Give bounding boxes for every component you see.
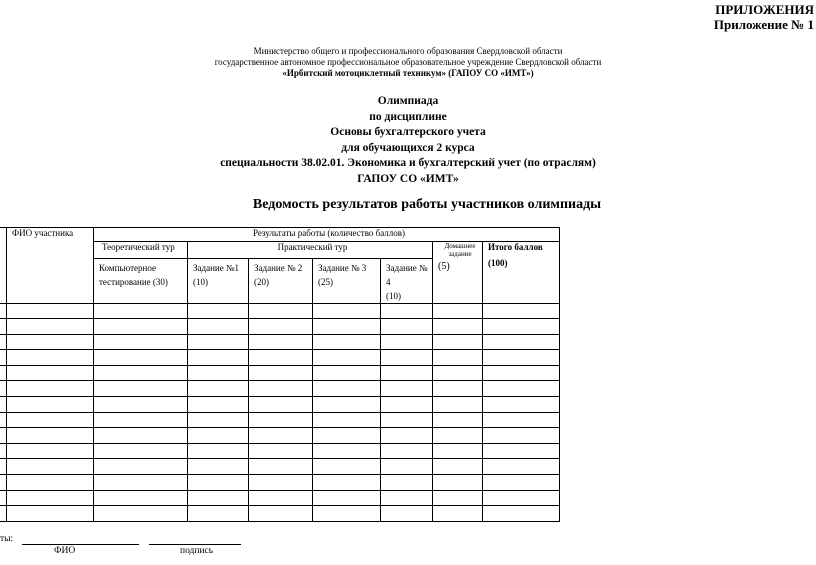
table-cell xyxy=(381,506,433,522)
table-row xyxy=(0,319,560,335)
table-cell xyxy=(433,319,483,335)
table-cell xyxy=(249,303,313,319)
table-cell xyxy=(433,475,483,491)
fio-line xyxy=(22,544,139,545)
table-cell xyxy=(249,412,313,428)
computer-testing-cell: Компьютерное тестирование (30) xyxy=(94,258,188,303)
task3-cell: Задание № 3 (25) xyxy=(313,258,381,303)
signature-label: подпись xyxy=(180,546,214,556)
table-cell xyxy=(249,334,313,350)
appendix-header xyxy=(714,2,814,32)
col-participant-name: ФИО участника xyxy=(7,228,94,242)
table-cell xyxy=(313,334,381,350)
table-cell xyxy=(188,381,249,397)
table-cell xyxy=(313,350,381,366)
table-row xyxy=(0,350,560,366)
table-cell xyxy=(483,303,560,319)
table-row xyxy=(0,365,560,381)
table-cell xyxy=(94,334,188,350)
table-cell xyxy=(188,350,249,366)
table-cell xyxy=(7,365,94,381)
appendix-number: Приложение № 1 xyxy=(713,17,814,32)
table-cell xyxy=(433,459,483,475)
olympiad-line-2: по дисциплине xyxy=(369,110,447,123)
table-row xyxy=(0,475,560,491)
table-cell xyxy=(313,459,381,475)
col-total: Итого баллов xyxy=(483,242,560,259)
table-cell xyxy=(7,350,94,366)
table-cell xyxy=(313,381,381,397)
table-cell xyxy=(433,412,483,428)
table-cell xyxy=(483,428,560,444)
table-cell xyxy=(381,475,433,491)
table-cell xyxy=(483,490,560,506)
table-cell xyxy=(313,490,381,506)
table-cell xyxy=(94,459,188,475)
table-row xyxy=(0,490,560,506)
table-cell xyxy=(381,334,433,350)
table-cell xyxy=(94,365,188,381)
total-points: (100) xyxy=(483,258,560,303)
table-cell xyxy=(433,506,483,522)
col-theory-round: Теоретический тур xyxy=(94,242,188,259)
table-cell xyxy=(7,459,94,475)
table-cell xyxy=(249,365,313,381)
table-cell xyxy=(313,303,381,319)
table-row xyxy=(0,397,560,413)
task1-cell: Задание №1 (10) xyxy=(188,258,249,303)
table-cell xyxy=(94,443,188,459)
table-cell xyxy=(249,350,313,366)
table-cell xyxy=(381,350,433,366)
table-cell xyxy=(249,506,313,522)
table-cell xyxy=(7,381,94,397)
appendix-title: ПРИЛОЖЕНИЯ xyxy=(715,2,814,17)
table-row xyxy=(0,506,560,522)
table-cell xyxy=(433,397,483,413)
ministry-line-3: «Ирбитский мотоциклетный техникум» (ГАПОУ СО «ИМТ») xyxy=(282,68,534,78)
table-row xyxy=(0,303,560,319)
ministry-line-2: государственное автономное профессиональное образовательное учреждение Свердловской области xyxy=(214,57,602,67)
table-cell xyxy=(188,475,249,491)
table-cell xyxy=(381,365,433,381)
table-cell xyxy=(381,428,433,444)
olympiad-line-6: ГАПОУ СО «ИМТ» xyxy=(357,172,459,185)
table-cell xyxy=(188,334,249,350)
signature-line xyxy=(149,544,241,545)
table-cell xyxy=(249,428,313,444)
table-row xyxy=(0,381,560,397)
table-cell xyxy=(7,412,94,428)
table-cell xyxy=(483,475,560,491)
table-cell xyxy=(94,350,188,366)
table-cell xyxy=(381,381,433,397)
olympiad-line-4: для обучающихся 2 курса xyxy=(341,141,475,154)
table-cell xyxy=(249,443,313,459)
table-cell xyxy=(249,319,313,335)
table-cell xyxy=(381,412,433,428)
results-table xyxy=(0,227,560,522)
table-cell xyxy=(483,397,560,413)
table-cell xyxy=(188,303,249,319)
table-cell xyxy=(313,428,381,444)
table-cell xyxy=(483,443,560,459)
col-results: Результаты работы (количество баллов) xyxy=(94,228,560,242)
table-cell xyxy=(94,428,188,444)
table-cell xyxy=(313,365,381,381)
task2-cell: Задание № 2 (20) xyxy=(249,258,313,303)
table-cell xyxy=(313,443,381,459)
table-cell xyxy=(188,428,249,444)
homework-points: (5) xyxy=(433,258,483,303)
table-cell xyxy=(188,319,249,335)
table-cell xyxy=(483,319,560,335)
table-cell xyxy=(7,303,94,319)
footer-signature xyxy=(0,534,13,544)
table-cell xyxy=(483,365,560,381)
col-practice-round: Практический тур xyxy=(188,242,433,259)
table-row xyxy=(0,428,560,444)
table-cell xyxy=(381,319,433,335)
table-cell xyxy=(483,334,560,350)
col-homework: Домашнее задание xyxy=(433,242,483,259)
table-cell xyxy=(433,443,483,459)
table-cell xyxy=(188,397,249,413)
table-row xyxy=(0,412,560,428)
table-cell xyxy=(249,381,313,397)
table-cell xyxy=(94,303,188,319)
table-cell xyxy=(433,365,483,381)
table-cell xyxy=(7,475,94,491)
table-cell xyxy=(313,475,381,491)
table-cell xyxy=(94,475,188,491)
table-row xyxy=(0,334,560,350)
table-cell xyxy=(94,397,188,413)
table-cell xyxy=(313,506,381,522)
table-cell xyxy=(7,319,94,335)
table-row xyxy=(0,443,560,459)
table-cell xyxy=(381,490,433,506)
olympiad-line-5: специальности 38.02.01. Экономика и бухгалтерский учет (по отраслям) xyxy=(220,157,596,169)
results-title: Ведомость результатов работы участников олимпиады xyxy=(252,197,602,212)
olympiad-line-1: Олимпиада xyxy=(377,95,439,107)
table-cell xyxy=(94,490,188,506)
table-cell xyxy=(7,443,94,459)
ministry-line-1: Министерство общего и профессионального образования Свердловской области xyxy=(253,46,563,56)
table-cell xyxy=(381,443,433,459)
table-cell xyxy=(249,397,313,413)
olympiad-block xyxy=(0,94,816,187)
table-cell xyxy=(313,319,381,335)
table-cell xyxy=(7,428,94,444)
table-cell xyxy=(94,381,188,397)
table-cell xyxy=(94,319,188,335)
table-cell xyxy=(483,381,560,397)
table-cell xyxy=(7,334,94,350)
table-cell xyxy=(313,397,381,413)
table-cell xyxy=(188,490,249,506)
table-cell xyxy=(381,303,433,319)
table-cell xyxy=(7,397,94,413)
fio-label: ФИО xyxy=(54,546,76,556)
table-cell xyxy=(433,350,483,366)
table-cell xyxy=(381,459,433,475)
table-cell xyxy=(483,412,560,428)
table-cell xyxy=(94,412,188,428)
table-cell xyxy=(433,381,483,397)
table-cell xyxy=(433,490,483,506)
signature-prefix: ты: xyxy=(0,534,14,544)
table-cell xyxy=(433,303,483,319)
table-cell xyxy=(188,506,249,522)
table-cell xyxy=(433,428,483,444)
table-cell xyxy=(188,443,249,459)
olympiad-line-3: Основы бухгалтерского учета xyxy=(330,126,486,138)
table-cell xyxy=(94,506,188,522)
table-cell xyxy=(483,350,560,366)
table-cell xyxy=(381,397,433,413)
table-cell xyxy=(249,475,313,491)
table-cell xyxy=(483,459,560,475)
table-cell xyxy=(313,412,381,428)
table-row xyxy=(0,459,560,475)
table-cell xyxy=(249,459,313,475)
ministry-block xyxy=(0,46,816,79)
table-cell xyxy=(7,506,94,522)
table-cell xyxy=(483,506,560,522)
table-cell xyxy=(188,412,249,428)
task4-cell: Задание № 4 (10) xyxy=(381,258,433,303)
table-cell xyxy=(433,334,483,350)
table-cell xyxy=(188,365,249,381)
table-cell xyxy=(7,490,94,506)
table-cell xyxy=(188,459,249,475)
table-cell xyxy=(249,490,313,506)
